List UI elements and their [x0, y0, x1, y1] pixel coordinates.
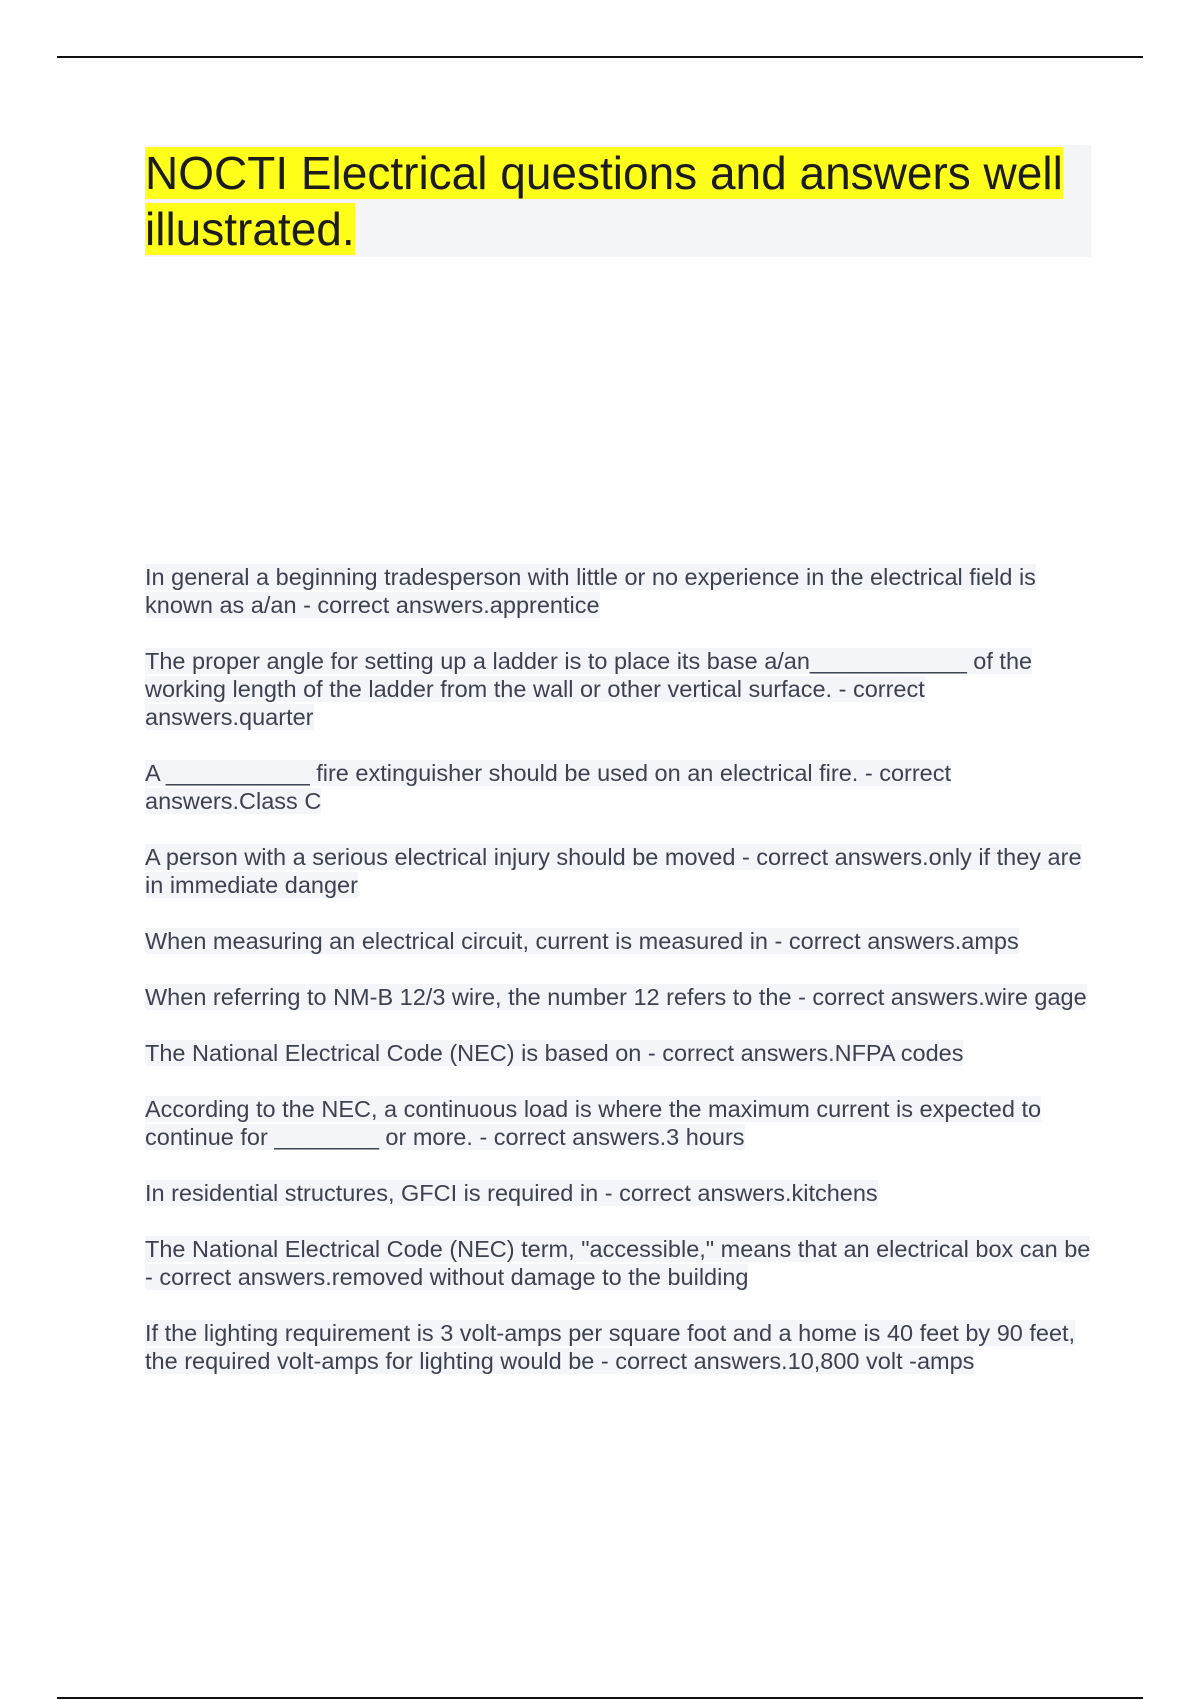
qa-item-11: If the lighting requirement is 3 volt-amps per square foot and a home is 40 feet by 90 feet, the required volt-amps for lighting would be - correct answers.10,800 volt -amps [145, 1320, 1076, 1374]
title-block [145, 145, 1091, 257]
document-title: NOCTI Electrical questions and answers well illustrated. [145, 147, 1063, 255]
qa-item-7: The National Electrical Code (NEC) is based on - correct answers.NFPA codes [145, 1040, 964, 1066]
qa-item-2: The proper angle for setting up a ladder is to place its base a/an____________ of the working length of the ladder from the wall or other vertical surface. - correct answers.quarter [145, 648, 1033, 730]
qa-item-8: According to the NEC, a continuous load is where the maximum current is expected to continue for ________ or more. - correct answers.3 hours [145, 1096, 1042, 1150]
qa-item-9: In residential structures, GFCI is required in - correct answers.kitchens [145, 1180, 878, 1206]
header-rule [57, 56, 1143, 58]
qa-item-4: A person with a serious electrical injury should be moved - correct answers.only if they are in immediate danger [145, 844, 1082, 898]
qa-item-10: The National Electrical Code (NEC) term, "accessible," means that an electrical box can be - correct answers.removed without damage to the building [145, 1236, 1091, 1290]
qa-item-3: A ___________ fire extinguisher should be used on an electrical fire. - correct answers.Class C [145, 760, 952, 814]
qa-item-6: When referring to NM-B 12/3 wire, the number 12 refers to the - correct answers.wire gage [145, 984, 1087, 1010]
qa-item-5: When measuring an electrical circuit, current is measured in - correct answers.amps [145, 928, 1019, 954]
footer-rule [57, 1697, 1143, 1699]
qa-item-1: In general a beginning tradesperson with little or no experience in the electrical field is known as a/an - correct answers.apprentice [145, 564, 1036, 618]
qa-list [145, 563, 1091, 1375]
